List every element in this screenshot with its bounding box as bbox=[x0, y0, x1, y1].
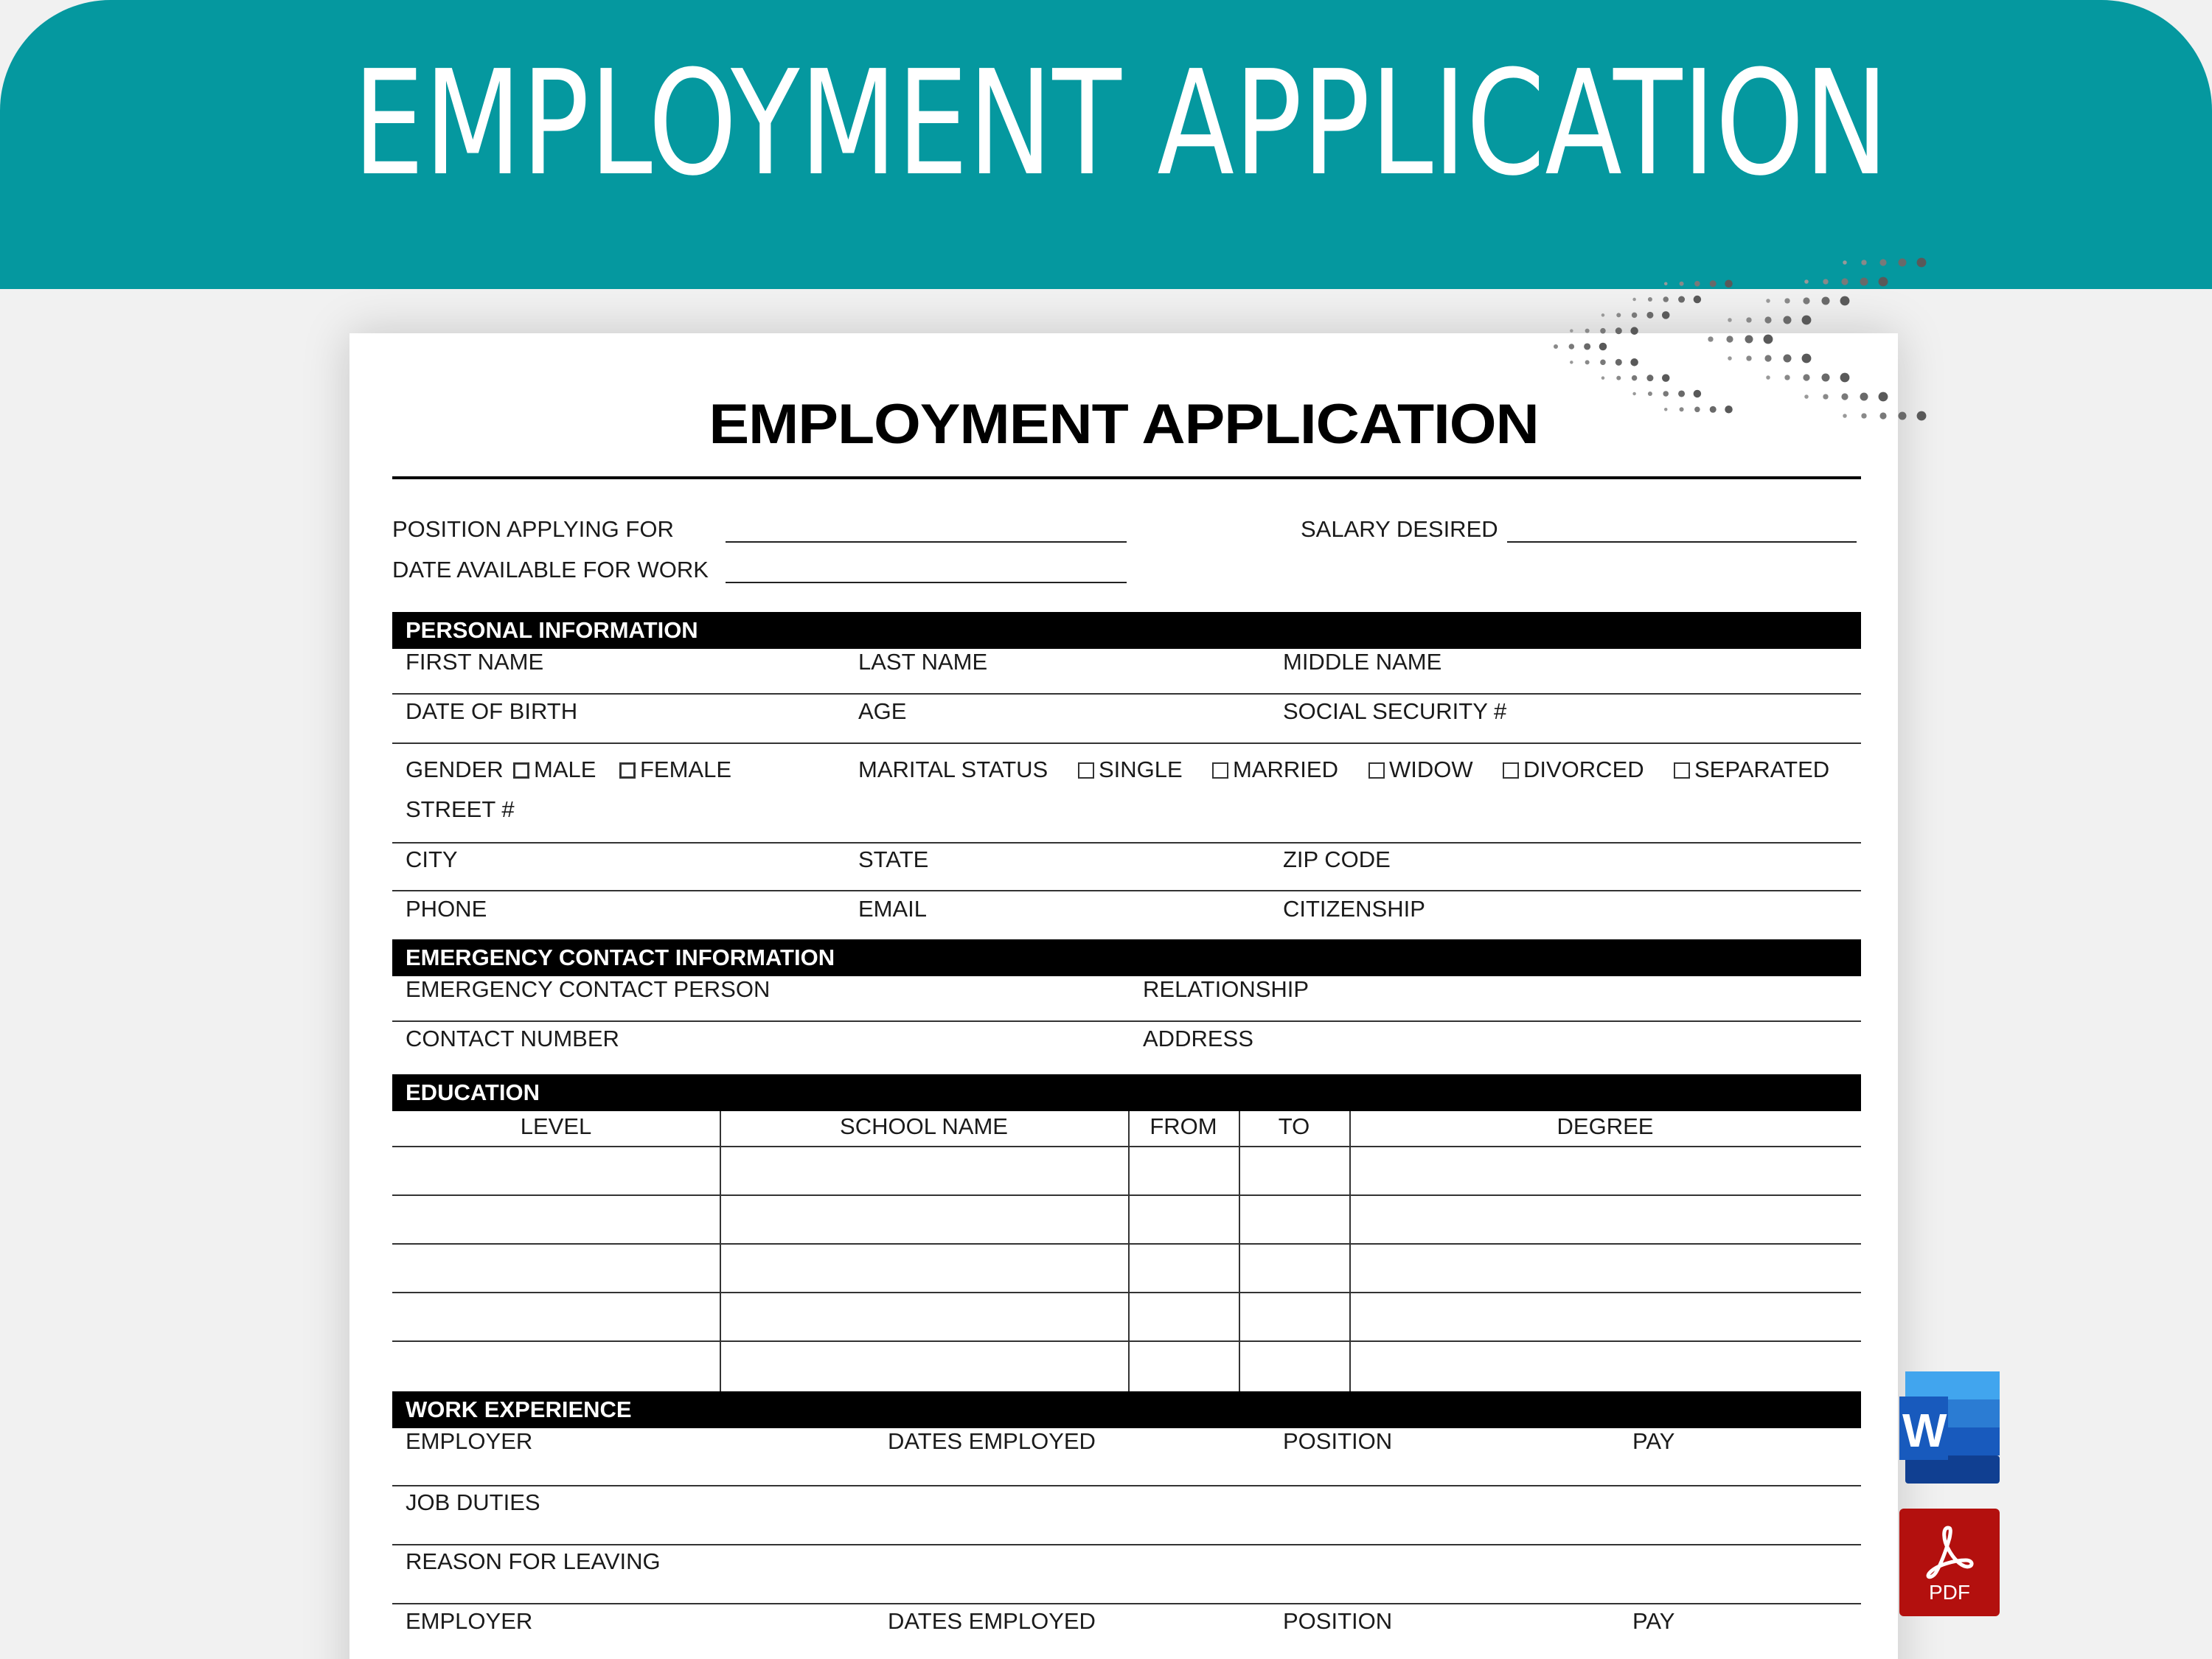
acrobat-glyph-icon bbox=[1921, 1523, 1978, 1579]
halftone-dot bbox=[1599, 343, 1607, 351]
male-label: MALE bbox=[534, 757, 597, 782]
halftone-dot bbox=[1784, 298, 1790, 303]
education-header bbox=[392, 1074, 1861, 1111]
street-label: STREET # bbox=[406, 796, 515, 822]
halftone-dot bbox=[1570, 361, 1573, 364]
halftone-dot bbox=[1710, 406, 1717, 413]
halftone-dot bbox=[1554, 344, 1558, 349]
employer-label: EMPLOYER bbox=[406, 1428, 533, 1454]
separated-label: SEPARATED bbox=[1694, 757, 1830, 782]
email-label: EMAIL bbox=[858, 896, 928, 922]
halftone-dot bbox=[1601, 313, 1605, 317]
marital-single-option[interactable] bbox=[1078, 758, 1183, 781]
middle-name-label: MIDDLE NAME bbox=[1283, 649, 1442, 675]
halftone-dot bbox=[1632, 298, 1636, 302]
widow-label: WIDOW bbox=[1389, 757, 1473, 782]
row-divider bbox=[392, 693, 1861, 695]
education-col-from: FROM bbox=[1150, 1113, 1217, 1139]
halftone-dot bbox=[1663, 391, 1669, 397]
halftone-dot bbox=[1662, 311, 1670, 319]
halftone-dot bbox=[1728, 318, 1732, 322]
education-row[interactable] bbox=[392, 1146, 1861, 1147]
halftone-dot bbox=[1803, 297, 1809, 304]
halftone-dot bbox=[1879, 392, 1888, 402]
state-label: STATE bbox=[858, 846, 929, 872]
last-name-label: LAST NAME bbox=[858, 649, 988, 675]
halftone-dot bbox=[1680, 407, 1684, 411]
halftone-dot bbox=[1616, 313, 1621, 317]
row-divider bbox=[392, 890, 1861, 891]
halftone-chevron-decoration bbox=[1541, 155, 1983, 538]
halftone-dot bbox=[1802, 316, 1812, 325]
divorced-label: DIVORCED bbox=[1523, 757, 1644, 782]
checkbox-icon[interactable] bbox=[619, 762, 636, 779]
halftone-dot bbox=[1725, 279, 1733, 288]
zip-code-label: ZIP CODE bbox=[1283, 846, 1391, 872]
word-letter: W bbox=[1902, 1404, 1947, 1457]
halftone-dot bbox=[1726, 335, 1733, 342]
job-duties-label: JOB DUTIES bbox=[406, 1489, 540, 1515]
reason-for-leaving-label: REASON FOR LEAVING bbox=[406, 1548, 661, 1574]
halftone-dot bbox=[1678, 296, 1685, 303]
education-column-divider bbox=[1239, 1111, 1240, 1391]
address-label: ADDRESS bbox=[1143, 1026, 1253, 1051]
education-column-divider bbox=[1128, 1111, 1130, 1391]
education-col-level: LEVEL bbox=[520, 1113, 592, 1139]
halftone-dot bbox=[1648, 392, 1652, 396]
education-header-text: EDUCATION bbox=[406, 1079, 540, 1105]
pdf-label: PDF bbox=[1929, 1581, 1970, 1604]
contact-number-label: CONTACT NUMBER bbox=[406, 1026, 619, 1051]
checkbox-icon[interactable] bbox=[1368, 762, 1385, 779]
halftone-dot bbox=[1764, 355, 1771, 361]
halftone-dot bbox=[1746, 317, 1751, 322]
city-label: CITY bbox=[406, 846, 458, 872]
row-divider bbox=[392, 842, 1861, 844]
position-label: POSITION bbox=[1283, 1428, 1393, 1454]
checkbox-icon[interactable] bbox=[513, 762, 529, 779]
halftone-dot bbox=[1843, 414, 1847, 418]
dates-employed-label-2: DATES EMPLOYED bbox=[888, 1608, 1096, 1634]
education-col-degree: DEGREE bbox=[1557, 1113, 1654, 1139]
halftone-dot bbox=[1843, 260, 1847, 265]
phone-label: PHONE bbox=[406, 896, 487, 922]
banner-title: EMPLOYMENT APPLICATION bbox=[352, 40, 1889, 208]
halftone-dot bbox=[1630, 327, 1638, 335]
halftone-dot bbox=[1728, 356, 1732, 361]
row-divider bbox=[392, 1020, 1861, 1022]
halftone-dot bbox=[1802, 354, 1812, 364]
education-row[interactable] bbox=[392, 1194, 1861, 1196]
halftone-dot bbox=[1840, 296, 1850, 306]
checkbox-icon[interactable] bbox=[1503, 762, 1519, 779]
halftone-dot bbox=[1630, 358, 1638, 366]
salary-desired-label: SALARY DESIRED bbox=[1301, 516, 1498, 542]
halftone-dot bbox=[1860, 278, 1868, 286]
halftone-dot bbox=[1678, 390, 1685, 397]
education-row[interactable] bbox=[392, 1292, 1861, 1293]
halftone-dot bbox=[1784, 316, 1792, 324]
halftone-dot bbox=[1600, 328, 1606, 334]
date-available-label: DATE AVAILABLE FOR WORK bbox=[392, 557, 709, 582]
date-of-birth-label: DATE OF BIRTH bbox=[406, 698, 578, 724]
row-divider bbox=[392, 1485, 1861, 1486]
position-label-2: POSITION bbox=[1283, 1608, 1393, 1634]
halftone-dot bbox=[1646, 375, 1653, 381]
gender-male-option[interactable] bbox=[513, 758, 596, 781]
halftone-dot bbox=[1585, 360, 1590, 364]
halftone-dot bbox=[1664, 408, 1668, 411]
halftone-dot bbox=[1840, 373, 1850, 383]
halftone-dot bbox=[1860, 393, 1868, 401]
halftone-dot bbox=[1879, 259, 1886, 265]
halftone-dot bbox=[1694, 390, 1702, 398]
halftone-dot bbox=[1694, 407, 1700, 413]
halftone-dot bbox=[1766, 375, 1770, 380]
halftone-dot bbox=[1600, 360, 1606, 366]
marital-separated-option[interactable] bbox=[1674, 758, 1829, 781]
halftone-dot bbox=[1632, 313, 1638, 319]
halftone-dot bbox=[1879, 277, 1888, 287]
halftone-dot bbox=[1694, 281, 1700, 287]
checkbox-icon[interactable] bbox=[1674, 762, 1690, 779]
education-col-school-name: SCHOOL NAME bbox=[840, 1113, 1008, 1139]
gender-label: GENDER bbox=[406, 757, 504, 782]
halftone-dot bbox=[1616, 376, 1621, 380]
halftone-dot bbox=[1601, 376, 1605, 380]
checkbox-icon[interactable] bbox=[1078, 762, 1094, 779]
row-divider bbox=[392, 1544, 1861, 1545]
halftone-dot bbox=[1584, 343, 1590, 349]
marital-status-label: MARITAL STATUS bbox=[858, 757, 1048, 782]
row-divider bbox=[392, 1603, 1861, 1604]
checkbox-icon[interactable] bbox=[1212, 762, 1228, 779]
halftone-dot bbox=[1879, 412, 1886, 419]
halftone-dot bbox=[1648, 297, 1652, 302]
emergency-contact-header bbox=[392, 939, 1861, 976]
education-row[interactable] bbox=[392, 1340, 1861, 1342]
education-column-divider bbox=[1349, 1111, 1351, 1391]
date-available-field[interactable] bbox=[726, 582, 1127, 583]
halftone-dot bbox=[1585, 329, 1590, 333]
halftone-dot bbox=[1917, 411, 1927, 421]
halftone-dot bbox=[1725, 406, 1733, 414]
married-label: MARRIED bbox=[1233, 757, 1338, 782]
halftone-dot bbox=[1663, 296, 1669, 302]
halftone-dot bbox=[1632, 392, 1636, 396]
position-applying-field[interactable] bbox=[726, 541, 1127, 543]
halftone-dot bbox=[1615, 327, 1622, 334]
halftone-dot bbox=[1823, 279, 1828, 284]
relationship-label: RELATIONSHIP bbox=[1143, 976, 1310, 1002]
halftone-dot bbox=[1804, 394, 1809, 399]
education-row[interactable] bbox=[392, 1243, 1861, 1245]
halftone-dot bbox=[1615, 359, 1622, 366]
education-col-to: TO bbox=[1278, 1113, 1310, 1139]
halftone-dot bbox=[1632, 375, 1638, 381]
halftone-dot bbox=[1646, 312, 1653, 319]
marital-married-option[interactable] bbox=[1212, 758, 1338, 781]
halftone-dot bbox=[1662, 374, 1670, 382]
single-label: SINGLE bbox=[1099, 757, 1183, 782]
halftone-dot bbox=[1745, 335, 1753, 344]
citizenship-label: CITIZENSHIP bbox=[1283, 896, 1425, 922]
age-label: AGE bbox=[858, 698, 907, 724]
gender-female-option[interactable] bbox=[619, 758, 731, 781]
halftone-dot bbox=[1694, 296, 1702, 304]
halftone-dot bbox=[1680, 282, 1684, 286]
halftone-dot bbox=[1822, 374, 1830, 382]
education-column-divider bbox=[720, 1111, 721, 1391]
first-name-label: FIRST NAME bbox=[406, 649, 544, 675]
halftone-dot bbox=[1708, 336, 1713, 341]
halftone-dot bbox=[1710, 280, 1717, 287]
female-label: FEMALE bbox=[640, 757, 732, 782]
emergency-person-label: EMERGENCY CONTACT PERSON bbox=[406, 976, 771, 1002]
halftone-dot bbox=[1841, 393, 1848, 400]
halftone-dot bbox=[1823, 394, 1828, 399]
emergency-contact-header-text: EMERGENCY CONTACT INFORMATION bbox=[406, 945, 835, 970]
marital-widow-option[interactable] bbox=[1368, 758, 1473, 781]
salary-desired-field[interactable] bbox=[1507, 541, 1857, 543]
halftone-dot bbox=[1804, 279, 1809, 284]
halftone-dot bbox=[1664, 282, 1668, 285]
personal-info-header bbox=[392, 612, 1861, 649]
halftone-dot bbox=[1764, 335, 1773, 344]
ssn-label: SOCIAL SECURITY # bbox=[1283, 698, 1507, 724]
halftone-dot bbox=[1861, 413, 1866, 418]
halftone-dot bbox=[1917, 258, 1927, 268]
employer-label-2: EMPLOYER bbox=[406, 1608, 533, 1634]
marital-divorced-option[interactable] bbox=[1503, 758, 1644, 781]
position-applying-label: POSITION APPLYING FOR bbox=[392, 516, 674, 542]
personal-info-header-text: PERSONAL INFORMATION bbox=[406, 617, 698, 643]
pay-label-2: PAY bbox=[1632, 1608, 1675, 1634]
halftone-dot bbox=[1899, 259, 1907, 267]
halftone-dot bbox=[1746, 355, 1751, 361]
halftone-dot bbox=[1861, 260, 1866, 265]
halftone-dot bbox=[1784, 375, 1790, 380]
halftone-dot bbox=[1841, 278, 1848, 285]
form-title: EMPLOYMENT APPLICATION bbox=[709, 393, 1539, 456]
halftone-dot bbox=[1764, 316, 1771, 323]
halftone-dot bbox=[1766, 299, 1770, 303]
dates-employed-label: DATES EMPLOYED bbox=[888, 1428, 1096, 1454]
halftone-dot bbox=[1822, 297, 1830, 305]
halftone-dot bbox=[1569, 344, 1575, 349]
work-experience-header-text: WORK EXPERIENCE bbox=[406, 1397, 632, 1422]
halftone-dot bbox=[1570, 329, 1573, 333]
halftone-dot bbox=[1784, 355, 1792, 363]
work-experience-header bbox=[392, 1391, 1861, 1428]
halftone-dot bbox=[1899, 412, 1907, 420]
row-divider bbox=[392, 742, 1861, 744]
halftone-dot bbox=[1803, 374, 1809, 380]
microsoft-word-icon bbox=[1899, 1371, 2000, 1484]
pdf-icon bbox=[1899, 1509, 2000, 1616]
pay-label: PAY bbox=[1632, 1428, 1675, 1454]
